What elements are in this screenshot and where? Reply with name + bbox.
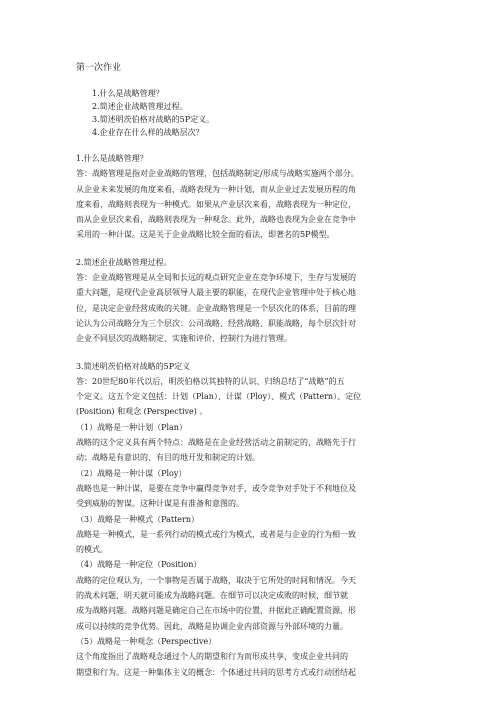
text-line: 战略的这个定义具有两个特点：战略是在企业经营活动之前制定的，战略先于行 <box>76 438 356 448</box>
text-line: 度来看，战略则表现为一种模式。如果从产业层次来看，战略表现为一种定位， <box>76 199 356 209</box>
text-line: 企业不同层次的战略制定、实施和评价、控制行为进行管理。 <box>76 334 292 344</box>
answer-section-1 <box>76 151 416 243</box>
text-line: 成为战略问题。战略问题是确定自己在市场中的位置，并据此正确配置资源，形 <box>76 606 356 616</box>
document-body <box>76 151 416 692</box>
text-line: 论认为公司战略分为三个层次：公司战略、经营战略、职能战略，每个层次针对 <box>76 318 356 328</box>
text-line: （1）战略是一种计划（Plan） <box>76 422 187 432</box>
question-item: 2.简述企业战略管理过程。 <box>92 102 188 111</box>
question-item: 1.什么是战略管理？ <box>92 89 164 98</box>
text-line: （4）战略是一种定位（Position） <box>76 560 202 570</box>
text-line: 战略也是一种计谋，是要在竞争中赢得竞争对手，或令竞争对手处于不利地位及 <box>76 483 356 493</box>
question-item: 4.企业存在什么样的战略层次？ <box>92 128 204 137</box>
text-line: 战略的定位观认为，一个事物是否属于战略，取决于它所处的时间和情况。今天 <box>76 575 356 585</box>
text-line: 答：企业战略管理是从全局和长远的观点研究企业在竞争环境下，生存与发展的 <box>76 273 356 283</box>
text-line: 动；战略是有意识的、有目的地开发和制定的计划。 <box>76 453 260 463</box>
text-line: 答：战略管理是指对企业战略的管理，包括战略制定/形成与战略实施两个部分。 <box>76 169 359 179</box>
text-line: 的模式。 <box>76 545 108 555</box>
text-line: 采用的一种计谋。这是关于企业战略比较全面的看法，即著名的5P模型。 <box>76 230 335 240</box>
text-line: （2）战略是一种计谋（Ploy） <box>76 468 187 478</box>
text-line: （5）战略是一种观念（Perspective） <box>76 636 217 646</box>
text-line: 而从企业层次来看，战略则表现为一种观念。此外，战略也表现为企业在竞争中 <box>76 215 356 225</box>
text-line: 战略是一种模式，是一系列行动的模式或行为模式，或者是与企业的行为相一致 <box>76 529 356 539</box>
section-heading: 3.简述明茨伯格对战略的5P定义 <box>76 361 191 371</box>
text-line: (Position) 和观念 (Perspective) 。 <box>76 407 208 417</box>
text-line: 的战术问题，明天就可能成为战略问题。在细节可以决定成败的时候，细节就 <box>76 591 348 601</box>
text-line: 受到威胁的智谋。这种计谋是有准备和意图的。 <box>76 499 244 509</box>
text-line: 成可以持续的竞争优势。因此，战略是协调企业内部资源与外部环境的力量。 <box>76 621 348 631</box>
text-line: 期望和行为。这是一种集体主义的概念：个体通过共同的思考方式或行动团结起 <box>76 667 356 677</box>
text-line: 答：20世纪80年代以后，明茨伯格以其独特的认识、归纳总结了“战略”的五 <box>76 376 345 386</box>
text-line: （3）战略是一种模式（Pattern） <box>76 514 200 524</box>
text-line: 重大问题，是现代企业高层领导人最主要的职能，在现代企业管理中处于核心地 <box>76 288 356 298</box>
answer-section-2 <box>76 255 416 347</box>
text-line: 个定义。这五个定义包括：计划（Plan）、计谋（Ploy）、模式（Pattern）、定位 <box>76 392 362 402</box>
text-line: 位，是决定企业经营成败的关键。企业战略管理是一个层次化的体系，目前的理 <box>76 303 356 313</box>
document-title: 第一次作业 <box>76 63 122 73</box>
question-item: 3.简述明茨伯格对战略的5P定义。 <box>92 115 215 124</box>
text-line: 这个角度指出了战略观念通过个人的期望和行为而形成共享，变成企业共同的 <box>76 652 348 662</box>
answer-section-3 <box>76 359 416 680</box>
section-heading: 1.什么是战略管理？ <box>76 154 148 163</box>
text-line: 从企业未来发展的角度来看，战略表现为一种计划，而从企业过去发展历程的角 <box>76 184 356 194</box>
question-list <box>92 87 214 139</box>
section-heading: 2.简述企业战略管理过程。 <box>76 257 172 267</box>
